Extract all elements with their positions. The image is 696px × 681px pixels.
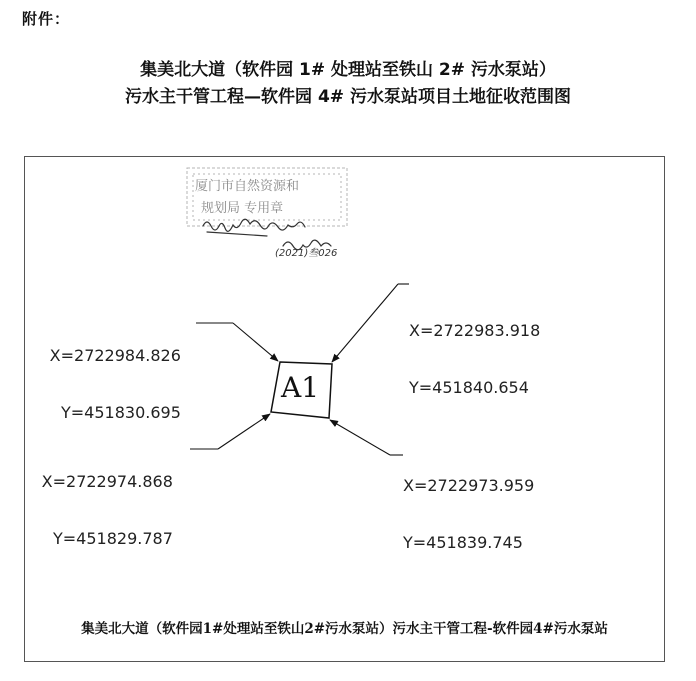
parcel-label: A1	[280, 371, 320, 404]
coord-bottom-left-y: Y=451829.787	[53, 529, 173, 548]
arrow-top-left	[233, 323, 278, 361]
coord-top-left	[42, 308, 181, 441]
coord-bottom-right-y: Y=451839.745	[403, 533, 523, 552]
coord-bottom-left-x: X=2722974.868	[41, 472, 173, 491]
arrow-bottom-left	[218, 414, 270, 449]
attachment-label: 附件：	[22, 10, 71, 28]
coord-top-left-y: Y=451830.695	[61, 403, 181, 422]
document-title-line1: 集美北大道（软件园 1# 处理站至铁山 2# 污水泵站）	[140, 60, 556, 80]
coord-top-right-x: X=2722983.918	[409, 321, 541, 340]
coord-top-right	[409, 283, 540, 416]
svg-text:厦门市自然资源和: 厦门市自然资源和	[195, 179, 300, 194]
arrow-top-right	[332, 284, 398, 362]
map-caption: 集美北大道（软件园1#处理站至铁山2#污水泵站）污水主干管工程-软件园4#污水泵站	[81, 621, 608, 637]
coord-top-left-x: X=2722984.826	[49, 346, 181, 365]
coord-top-right-y: Y=451840.654	[409, 378, 529, 397]
svg-text:规划局 专用章: 规划局 专用章	[201, 201, 284, 216]
arrow-bottom-right	[330, 420, 390, 455]
coord-bottom-left	[34, 434, 173, 567]
coord-bottom-right	[403, 438, 534, 571]
svg-text:(2021)叁026: (2021)叁026	[275, 248, 338, 259]
coord-bottom-right-x: X=2722973.959	[403, 476, 535, 495]
document-title-line2: 污水主干管工程—软件园 4# 污水泵站项目土地征收范围图	[125, 87, 571, 107]
